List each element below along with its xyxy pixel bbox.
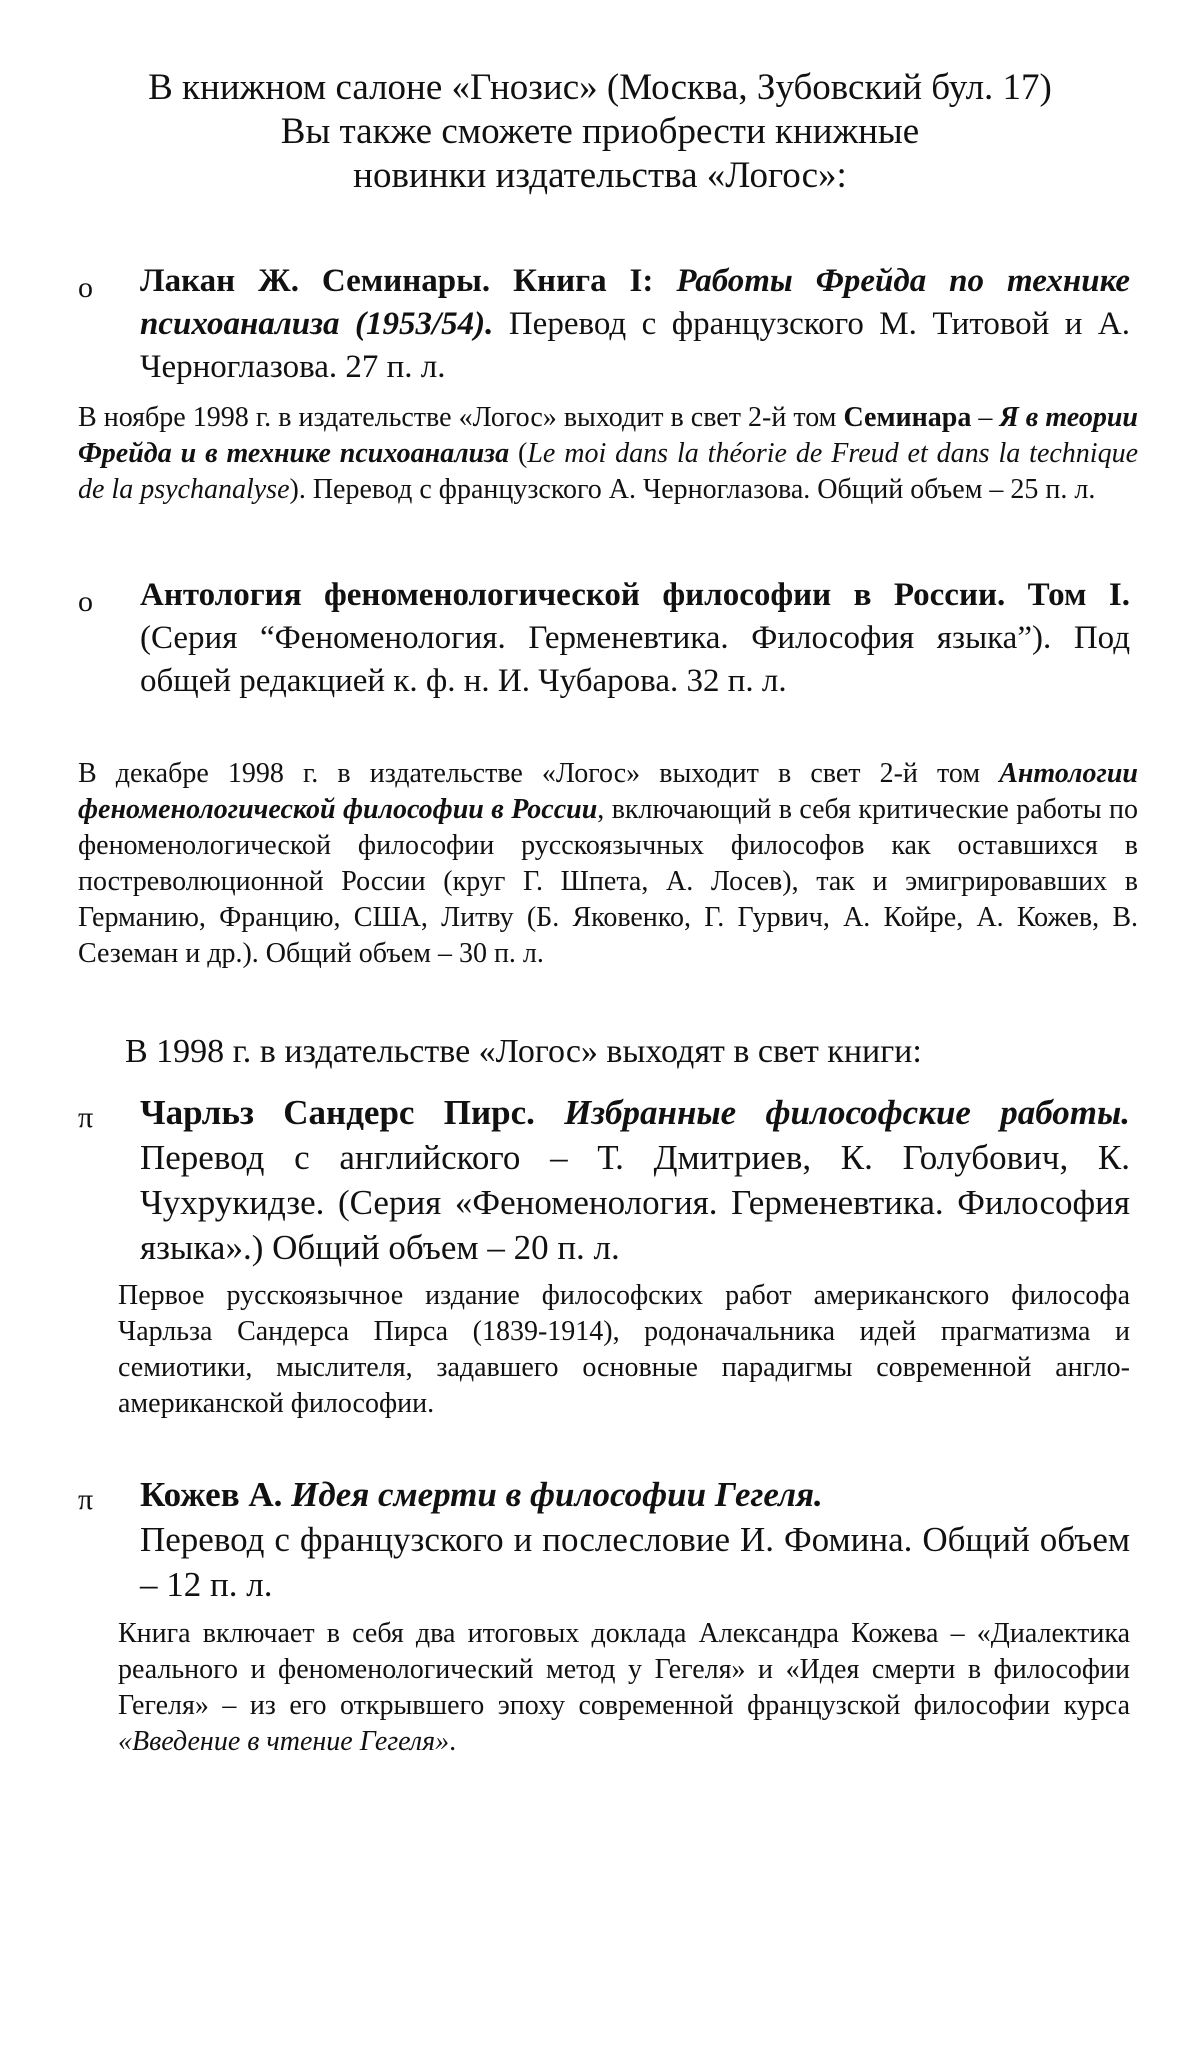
book-author-title: Антология феноменологической философии в России. Том I.	[140, 577, 1130, 613]
note-bold: Семинара	[843, 402, 972, 433]
book-details: Перевод с английского – Т. Дмитриев, К. Голубович, К. Чухрукидзе. (Серия «Феноменология. Герменевтика. Философия языка».) Общий объем – 20 п. л.	[140, 1138, 1130, 1267]
note-italic: Le moi dans la théorie de Freud et dans la technique de la psychanalyse	[78, 438, 1139, 505]
book-details: Перевод с французского и послесловие И. Фомина. Общий объем – 12 п. л.	[140, 1520, 1130, 1604]
note-text: –	[971, 402, 1000, 433]
book-title-italic: Избранные философские работы.	[564, 1093, 1131, 1132]
note-text: .	[449, 1726, 457, 1757]
header-line-1: В книжном салоне «Гнозис» (Москва, Зубовский бул. 17)	[148, 67, 1052, 108]
note-text: , включающий в себя критические работы по феноменологической философии русскоязычных философов как оставшихся в постреволюционной России (круг Г. Шпета, А. Лосев), так и эмигрировавших в Германию, Францию, США, Литву (Б. Яковенко, Г. Гурвич, А. Койре, А. Кожев, В. Сеземан и др.). Общий объем – 30 п. л.	[78, 794, 1138, 969]
book-author-title: Лакан Ж. Семинары. Книга I:	[140, 263, 677, 299]
note-bold-italic: Антологии феноменологической философии в России	[78, 758, 1138, 825]
header-line-2: Вы также сможете приобрести книжные	[280, 111, 920, 152]
note-italic: «Введение в чтение Гегеля»	[118, 1726, 450, 1757]
announcement-header	[60, 66, 1140, 198]
list-bullet: π	[78, 1101, 94, 1134]
list-bullet: o	[78, 271, 93, 304]
note-bold-italic: Я в теории Фрейда и в технике психоанализа	[78, 402, 1138, 469]
note-text: В декабре 1998 г. в издательстве «Логос» выходит в свет 2-й том	[78, 758, 1000, 789]
note-kojeve	[118, 1616, 1130, 1760]
note-anthology-vol-2	[78, 756, 1138, 972]
book-author: Кожев А.	[140, 1475, 292, 1514]
list-bullet: o	[78, 585, 93, 618]
section-subheading: В 1998 г. в издательстве «Логос» выходят в свет книги:	[125, 1033, 922, 1070]
book-title-italic: Идея смерти в философии Гегеля.	[291, 1475, 823, 1514]
note-text: ). Перевод с французского А. Черноглазова. Общий объем – 25 п. л.	[289, 474, 1096, 505]
book-entry-anthology	[140, 574, 1130, 703]
note-peirce: Первое русскоязычное издание философских работ американского философа Чарльза Сандерса Пирса (1839-1914), родоначальника идей прагматизма и семиотики, мыслителя, задавшего основные парадигмы современной англо-американской философии.	[118, 1280, 1130, 1419]
book-details: (Серия “Феноменология. Герменевтика. Философия языка”). Под общей редакцией к. ф. н. И. Чубарова. 32 п. л.	[140, 620, 1130, 699]
book-entry-kojeve	[140, 1472, 1130, 1607]
header-line-3: новинки издательства «Логос»:	[353, 155, 847, 196]
note-text: Книга включает в себя два итоговых доклада Александра Кожева – «Диалектика реального и феноменологический метод у Гегеля» и «Идея смерти в философии Гегеля» – из его открывшего эпоху современной французской философии курса	[118, 1618, 1130, 1721]
book-entry-peirce	[140, 1090, 1130, 1270]
note-text: В ноябре 1998 г. в издательстве «Логос» выходит в свет 2-й том	[78, 402, 844, 433]
book-details: Перевод с французского М. Титовой и А. Черноглазова. 27 п. л.	[140, 306, 1130, 385]
note-lacan-seminar-2	[78, 400, 1138, 508]
book-author: Чарльз Сандерс Пирс.	[140, 1093, 565, 1132]
note-text: (	[509, 438, 528, 469]
book-entry-lacan	[140, 260, 1130, 389]
book-title-italic: Работы Фрейда по технике психоанализа (1953/54).	[140, 263, 1130, 342]
list-bullet: π	[78, 1483, 94, 1516]
